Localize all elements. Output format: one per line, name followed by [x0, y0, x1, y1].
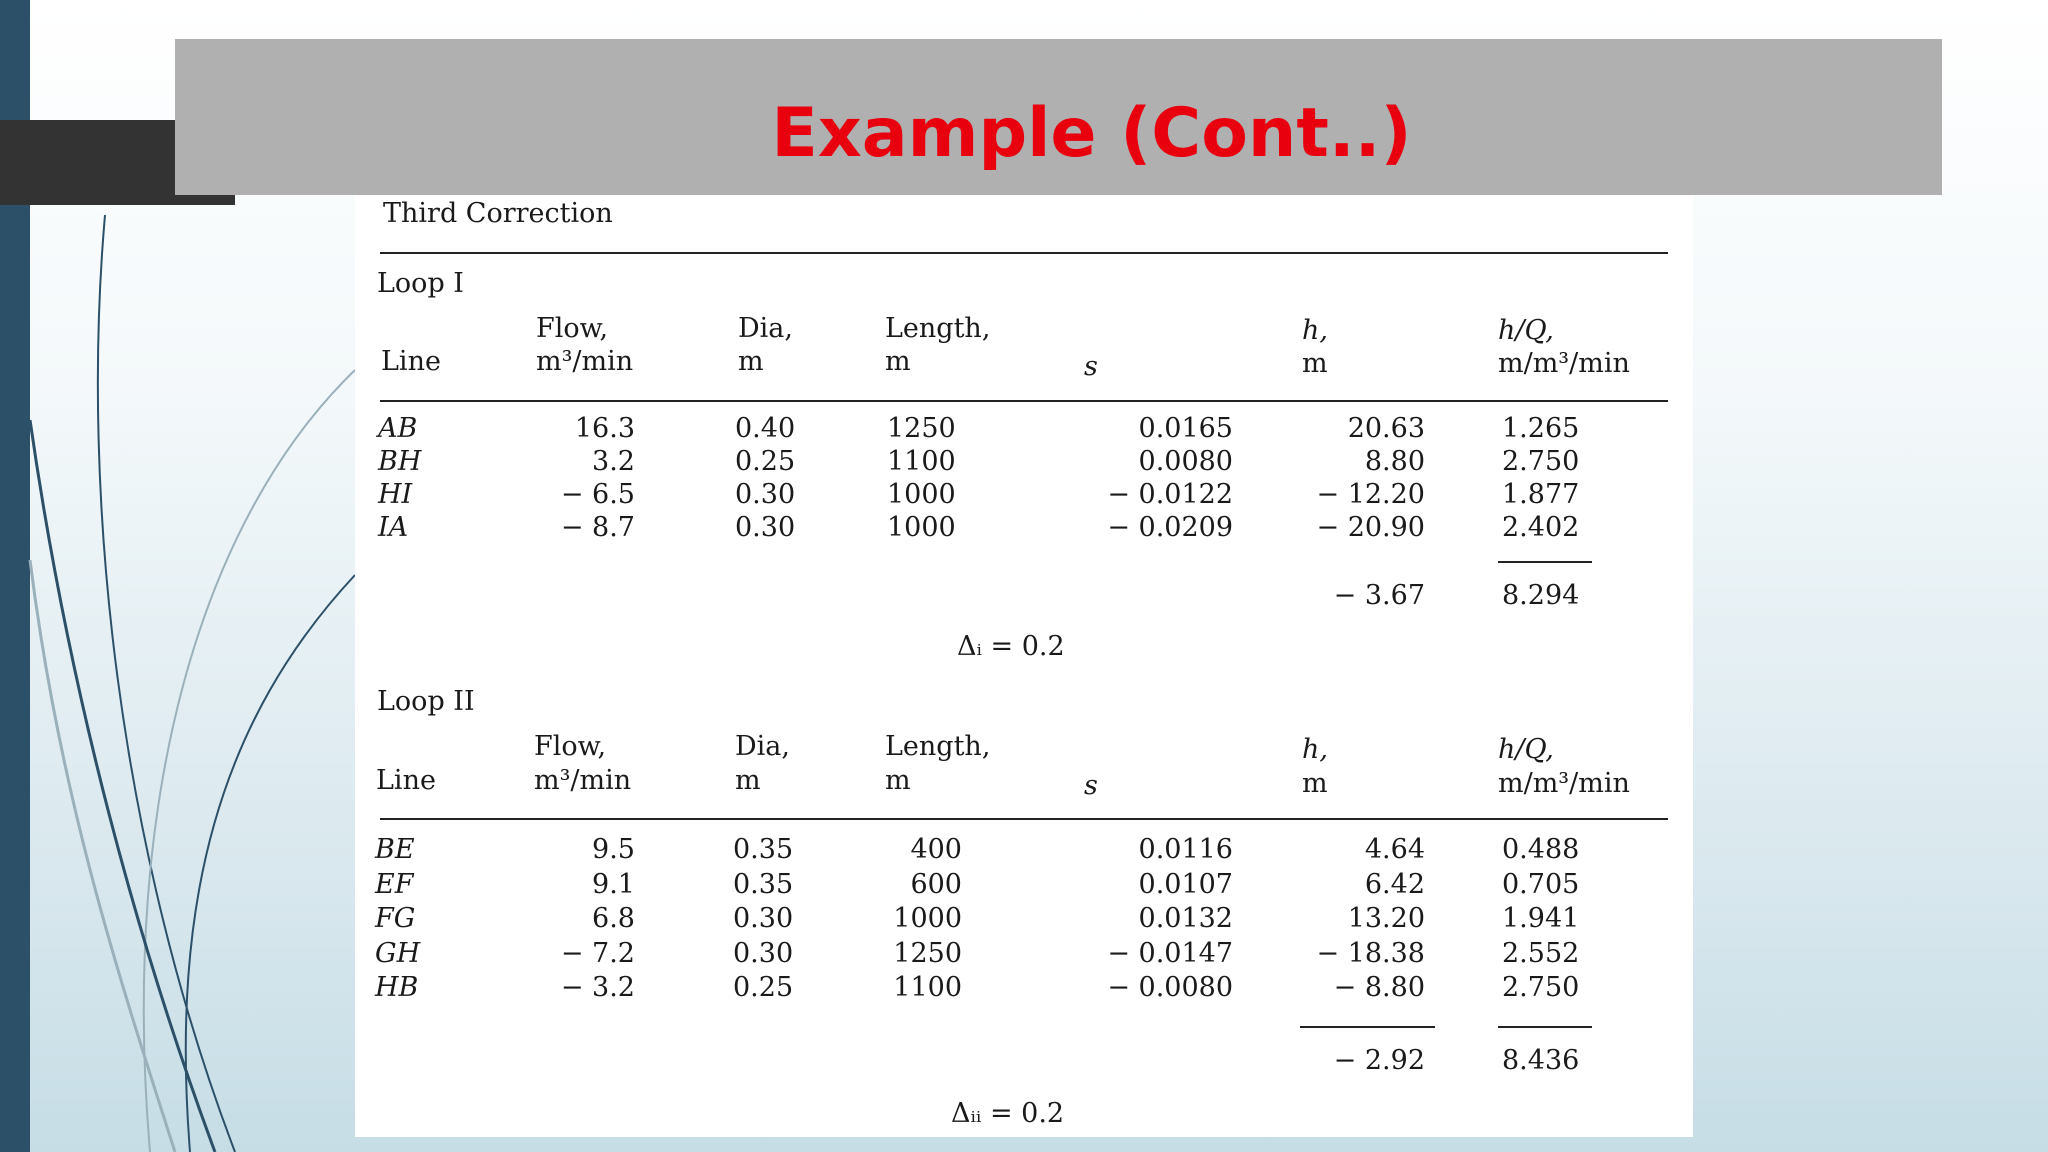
cell-flow: − 7.2	[560, 938, 635, 969]
cell-hq: 1.941	[1502, 903, 1580, 934]
cell-s: 0.0107	[1138, 869, 1233, 900]
sum-hq: 8.436	[1502, 1045, 1580, 1076]
cell-dia: 0.30	[735, 479, 796, 510]
cell-h: 8.80	[1364, 446, 1425, 477]
page-title: Example (Cont..)	[771, 94, 1412, 173]
cell-flow: − 8.7	[560, 512, 635, 543]
column-header: m/m³/min	[1498, 348, 1630, 379]
column-header: h,	[1302, 315, 1328, 346]
cell-length: 1000	[887, 479, 956, 510]
column-header: m	[735, 765, 761, 796]
cell-h: − 12.20	[1316, 479, 1425, 510]
cell-h: 13.20	[1347, 903, 1425, 934]
cell-dia: 0.30	[735, 512, 796, 543]
cell-h: 20.63	[1347, 413, 1425, 444]
cell-dia: 0.35	[733, 869, 794, 900]
column-header: m	[738, 346, 764, 377]
column-header: m/m³/min	[1498, 768, 1630, 799]
column-header: Flow,	[534, 731, 607, 762]
divider	[380, 818, 1668, 820]
cell-flow: 6.8	[592, 903, 635, 934]
cell-dia: 0.30	[733, 938, 794, 969]
cell-flow: 9.5	[592, 834, 635, 865]
cell-hq: 0.705	[1502, 869, 1580, 900]
cell-h: 6.42	[1364, 869, 1425, 900]
sum-h: − 3.67	[1333, 580, 1425, 611]
cell-s: − 0.0122	[1107, 479, 1233, 510]
cell-length: 1100	[887, 446, 956, 477]
cell-line: FG	[375, 903, 416, 934]
cell-s: 0.0116	[1138, 834, 1233, 865]
cell-hq: 1.877	[1502, 479, 1580, 510]
cell-hq: 2.750	[1502, 446, 1580, 477]
table-image	[355, 195, 1693, 1137]
column-header: m	[885, 346, 911, 377]
cell-line: EF	[375, 869, 414, 900]
cell-h: − 18.38	[1316, 938, 1425, 969]
cell-hq: 2.402	[1502, 512, 1580, 543]
cell-flow: 3.2	[592, 446, 635, 477]
column-header: Line	[376, 765, 436, 796]
cell-line: BE	[375, 834, 415, 865]
column-header: m³/min	[534, 765, 632, 796]
cell-s: − 0.0147	[1107, 938, 1233, 969]
cell-s: − 0.0080	[1107, 972, 1233, 1003]
delta-value: Δᵢ = 0.2	[957, 631, 1065, 662]
cell-dia: 0.30	[733, 903, 794, 934]
cell-s: − 0.0209	[1107, 512, 1233, 543]
cell-line: GH	[375, 938, 421, 969]
sum-hq: 8.294	[1502, 580, 1580, 611]
cell-line: BH	[378, 446, 422, 477]
column-header: m	[1302, 768, 1328, 799]
cell-line: HI	[378, 479, 413, 510]
divider	[380, 400, 1668, 402]
cell-h: − 20.90	[1316, 512, 1425, 543]
column-header: m	[1302, 348, 1328, 379]
cell-length: 1250	[893, 938, 962, 969]
column-header: h/Q,	[1498, 315, 1554, 346]
column-header: s	[1084, 770, 1098, 801]
cell-length: 600	[910, 869, 962, 900]
cell-length: 1100	[893, 972, 962, 1003]
sum-h: − 2.92	[1333, 1045, 1425, 1076]
column-header: Length,	[885, 313, 991, 344]
divider	[380, 252, 1668, 254]
column-header: Flow,	[536, 313, 609, 344]
cell-hq: 2.552	[1502, 938, 1580, 969]
cell-s: 0.0165	[1138, 413, 1233, 444]
cell-s: 0.0080	[1138, 446, 1233, 477]
cell-h: 4.64	[1364, 834, 1425, 865]
delta-value: Δᵢᵢ = 0.2	[951, 1098, 1065, 1129]
sum-rule	[1498, 561, 1592, 563]
cell-hq: 2.750	[1502, 972, 1580, 1003]
cell-s: 0.0132	[1138, 903, 1233, 934]
column-header: Length,	[885, 731, 991, 762]
cell-dia: 0.35	[733, 834, 794, 865]
column-header: s	[1084, 351, 1098, 382]
column-header: h,	[1302, 734, 1328, 765]
section-heading: Third Correction	[383, 198, 613, 229]
cell-hq: 1.265	[1502, 413, 1580, 444]
column-header: Dia,	[735, 731, 790, 762]
loop-label: Loop II	[377, 686, 475, 717]
cell-dia: 0.25	[733, 972, 794, 1003]
cell-flow: 9.1	[592, 869, 635, 900]
cell-hq: 0.488	[1502, 834, 1580, 865]
loop-label: Loop I	[377, 268, 464, 299]
cell-length: 1250	[887, 413, 956, 444]
cell-length: 1000	[887, 512, 956, 543]
cell-flow: 16.3	[574, 413, 635, 444]
cell-length: 1000	[893, 903, 962, 934]
cell-length: 400	[910, 834, 962, 865]
column-header: m	[885, 765, 911, 796]
cell-line: HB	[375, 972, 419, 1003]
cell-line: AB	[378, 413, 418, 444]
sum-rule	[1498, 1026, 1592, 1028]
cell-flow: − 3.2	[560, 972, 635, 1003]
column-header: m³/min	[536, 346, 634, 377]
cell-dia: 0.40	[735, 413, 796, 444]
cell-line: IA	[378, 512, 409, 543]
column-header: Dia,	[738, 313, 793, 344]
cell-h: − 8.80	[1333, 972, 1425, 1003]
cell-dia: 0.25	[735, 446, 796, 477]
sum-rule	[1300, 1026, 1435, 1028]
cell-flow: − 6.5	[560, 479, 635, 510]
column-header: h/Q,	[1498, 734, 1554, 765]
column-header: Line	[381, 346, 441, 377]
